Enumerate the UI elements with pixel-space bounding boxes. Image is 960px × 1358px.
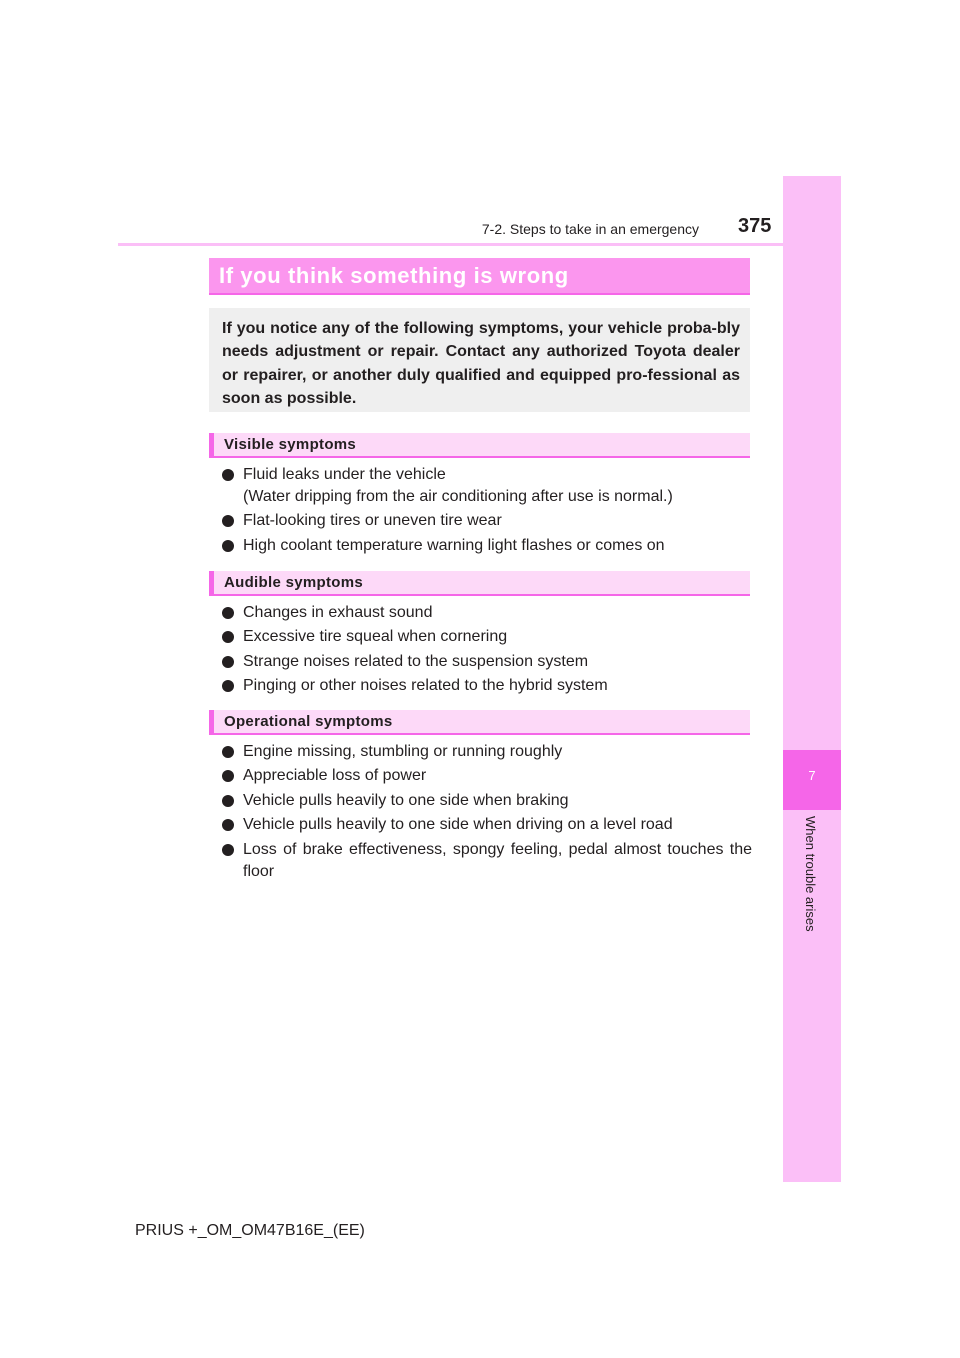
- list-item: [222, 510, 752, 532]
- list-item-text: Flat-looking tires or uneven tire wear: [243, 512, 502, 530]
- list-item: [222, 839, 752, 883]
- list-item-note: (Water dripping from the air conditioning after use is normal.): [243, 488, 673, 505]
- visible-symptoms-list: [222, 464, 752, 559]
- bullet-icon: [222, 607, 234, 619]
- list-item-text: Vehicle pulls heavily to one side when braking: [243, 791, 569, 809]
- page-title-bar: [209, 258, 750, 295]
- intro-box: [209, 308, 750, 412]
- list-item-text: Strange noises related to the suspension system: [243, 652, 589, 670]
- document-code: PRIUS +_OM_OM47B16E_(EE): [135, 1222, 365, 1239]
- bullet-icon: [222, 795, 234, 807]
- section-heading-visible: [209, 433, 750, 458]
- list-item-text: Fluid leaks under the vehicle: [243, 466, 446, 483]
- section-heading-text: Operational symptoms: [224, 713, 393, 730]
- audible-symptoms-list: [222, 602, 752, 700]
- bullet-icon: [222, 844, 234, 856]
- list-item-text: Loss of brake effectiveness, spongy feeling, pedal almost touches the floor: [243, 840, 752, 880]
- bullet-icon: [222, 770, 234, 782]
- list-item-text: Changes in exhaust sound: [243, 604, 433, 621]
- bullet-icon: [222, 656, 234, 668]
- list-item-text: Vehicle pulls heavily to one side when driving on a level road: [243, 816, 673, 834]
- bullet-icon: [222, 515, 234, 527]
- list-item: [222, 602, 752, 624]
- list-item-text: Pinging or other noises related to the hybrid system: [243, 677, 608, 695]
- bullet-icon: [222, 746, 234, 758]
- section-heading-text: Visible symptoms: [224, 436, 357, 453]
- list-item-text: Engine missing, stumbling or running roughly: [243, 743, 563, 760]
- list-item: [222, 765, 752, 787]
- chapter-side-tab: [783, 176, 841, 1182]
- chapter-label: When trouble arises: [803, 816, 818, 932]
- list-item-text: Excessive tire squeal when cornering: [243, 628, 508, 646]
- bullet-icon: [222, 631, 234, 643]
- list-item: [222, 675, 752, 697]
- intro-text: If you notice any of the following symptoms, your vehicle proba-bly needs adjustment or repair. Contact any authorized Toyota dealer or repairer, or another duly qualified and equipped pro-fessional as soon as possible.: [222, 320, 740, 407]
- list-item: [222, 464, 752, 508]
- page-title: If you think something is wrong: [219, 263, 569, 288]
- page-number: 375: [738, 215, 772, 237]
- list-item: [222, 814, 752, 836]
- list-item-text: High coolant temperature warning light flashes or comes on: [243, 536, 665, 554]
- section-reference: 7-2. Steps to take in an emergency: [481, 221, 699, 237]
- operational-symptoms-list: [222, 741, 752, 885]
- section-heading-operational: [209, 710, 750, 735]
- header-divider: [118, 243, 841, 246]
- bullet-icon: [222, 819, 234, 831]
- list-item: [222, 626, 752, 648]
- chapter-number: 7: [808, 768, 816, 783]
- bullet-icon: [222, 469, 234, 481]
- bullet-icon: [222, 680, 234, 692]
- list-item: [222, 651, 752, 673]
- list-item: [222, 741, 752, 763]
- list-item-text: Appreciable loss of power: [243, 767, 427, 785]
- list-item: [222, 790, 752, 812]
- section-heading-text: Audible symptoms: [224, 574, 363, 591]
- bullet-icon: [222, 540, 234, 552]
- section-heading-audible: [209, 571, 750, 596]
- list-item: [222, 535, 752, 557]
